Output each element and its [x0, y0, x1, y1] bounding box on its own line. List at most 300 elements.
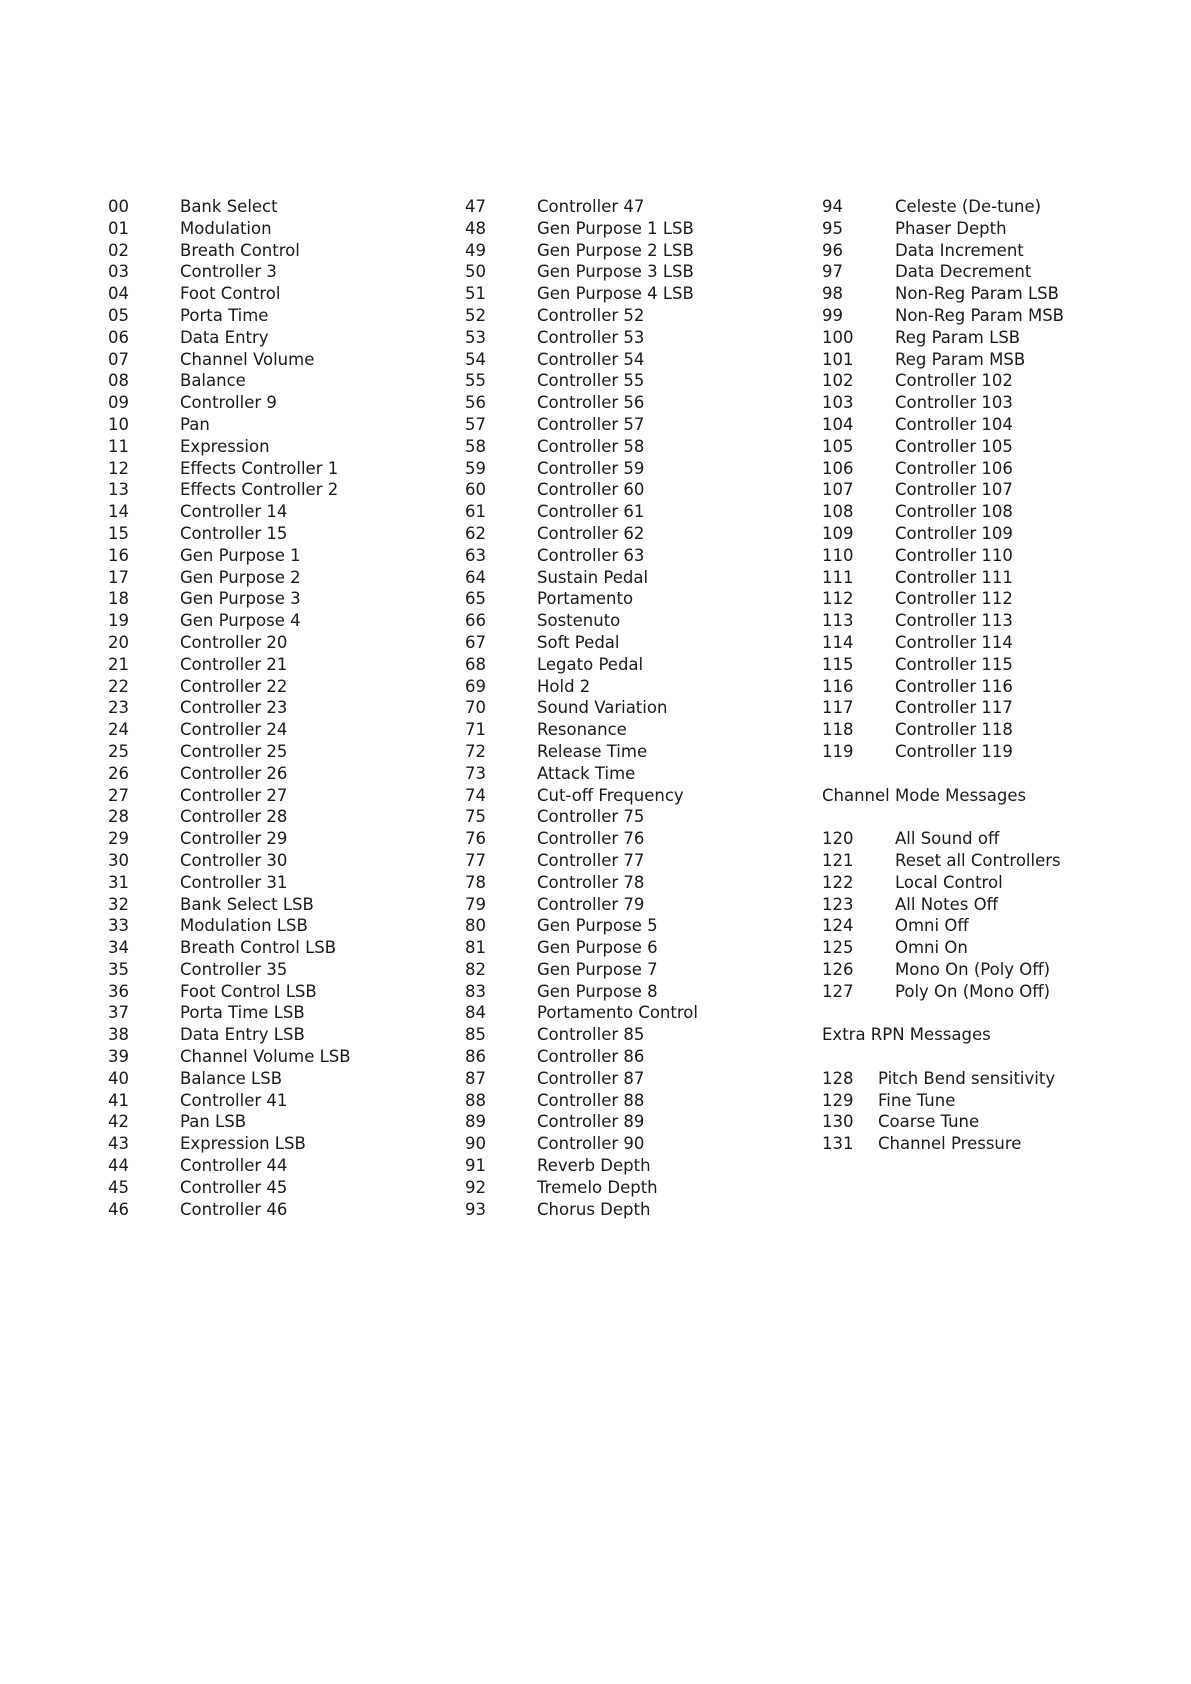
- controller-row: [465, 1155, 698, 1177]
- controller-name: Modulation: [180, 218, 272, 238]
- controller-number: 127: [822, 981, 854, 1001]
- controller-number: 09: [108, 393, 129, 413]
- controller-number: 77: [465, 850, 486, 870]
- controller-number: 03: [108, 262, 129, 282]
- controller-number: 29: [108, 829, 129, 849]
- controller-number: 31: [108, 872, 129, 892]
- controller-name: Celeste (De-tune): [895, 197, 1042, 216]
- controller-row: [108, 1068, 351, 1090]
- controller-row: [465, 218, 698, 240]
- controller-row: [822, 501, 1064, 523]
- controller-name: Local Control: [895, 872, 1003, 892]
- controller-row: [465, 196, 698, 218]
- controller-name: Controller 41: [180, 1090, 288, 1110]
- controller-name: Gen Purpose 3: [180, 589, 301, 609]
- controller-name: Controller 55: [537, 371, 645, 391]
- controller-name: Gen Purpose 6: [537, 938, 658, 958]
- controller-number: 118: [822, 720, 854, 740]
- controller-name: Controller 15: [180, 523, 288, 543]
- controller-row: [465, 828, 698, 850]
- controller-number: 91: [465, 1156, 486, 1176]
- controller-number: 81: [465, 938, 486, 958]
- controller-number: 70: [465, 698, 486, 718]
- controller-name: Controller 118: [895, 720, 1013, 740]
- controller-number: 104: [822, 414, 854, 434]
- controller-row: [465, 501, 698, 523]
- controller-row: [465, 349, 698, 371]
- controller-number: 17: [108, 567, 129, 587]
- controller-row: [465, 1046, 698, 1068]
- controller-row: [465, 392, 698, 414]
- controller-number: 32: [108, 894, 129, 914]
- controller-number: 128: [822, 1068, 854, 1088]
- controller-name: Gen Purpose 5: [537, 916, 658, 936]
- controller-row: [822, 436, 1064, 458]
- controller-number: 98: [822, 284, 843, 304]
- controller-row: [822, 828, 1064, 850]
- controller-number: 22: [108, 676, 129, 696]
- controller-name: Portamento: [537, 589, 634, 609]
- controller-name: Controller 35: [180, 959, 288, 979]
- controller-number: 122: [822, 872, 854, 892]
- controller-name: Sostenuto: [537, 611, 621, 631]
- controller-name: Controller 59: [537, 458, 645, 478]
- controller-number: 88: [465, 1090, 486, 1110]
- controller-row: [108, 261, 351, 283]
- controller-name: Fine Tune: [878, 1090, 956, 1110]
- controller-row: [465, 872, 698, 894]
- controller-name: Gen Purpose 7: [537, 959, 658, 979]
- controller-name: Controller 111: [895, 567, 1013, 587]
- controller-name: Data Increment: [895, 240, 1024, 260]
- controller-row: [822, 545, 1064, 567]
- controller-name: Controller 47: [537, 197, 645, 216]
- controller-number: 51: [465, 284, 486, 304]
- controller-name: Controller 20: [180, 632, 288, 652]
- controller-row: [822, 654, 1064, 676]
- controller-number: 84: [465, 1003, 486, 1023]
- controller-row: [822, 283, 1064, 305]
- controller-row: [465, 915, 698, 937]
- controller-row: [822, 370, 1064, 392]
- controller-number: 42: [108, 1112, 129, 1132]
- controller-number: 120: [822, 829, 854, 849]
- controller-name: Poly On (Mono Off): [895, 981, 1051, 1001]
- controller-row: [822, 458, 1064, 480]
- controller-number: 15: [108, 523, 129, 543]
- controller-number: 90: [465, 1134, 486, 1154]
- controller-number: 129: [822, 1090, 854, 1110]
- controller-number: 01: [108, 218, 129, 238]
- controller-row: [108, 501, 351, 523]
- controller-number: 86: [465, 1047, 486, 1067]
- controller-number: 80: [465, 916, 486, 936]
- controller-number: 59: [465, 458, 486, 478]
- controller-row: [108, 479, 351, 501]
- controller-number: 105: [822, 436, 854, 456]
- controller-name: Gen Purpose 2: [180, 567, 301, 587]
- controller-row: [465, 1199, 698, 1221]
- controller-number: 123: [822, 894, 854, 914]
- controller-number: 52: [465, 305, 486, 325]
- controller-number: 85: [465, 1025, 486, 1045]
- controller-number: 130: [822, 1112, 854, 1132]
- controller-name: Foot Control LSB: [180, 981, 317, 1001]
- controller-number: 87: [465, 1068, 486, 1088]
- controller-name: Cut-off Frequency: [537, 785, 684, 805]
- controller-row: [108, 697, 351, 719]
- controller-row: [465, 567, 698, 589]
- controller-row: [822, 697, 1064, 719]
- extra-rpn-list: [822, 1068, 1064, 1155]
- controller-name: Expression LSB: [180, 1134, 306, 1154]
- controller-row: [822, 261, 1064, 283]
- controller-name: Gen Purpose 1 LSB: [537, 218, 694, 238]
- controller-name: Channel Volume: [180, 349, 315, 369]
- controller-name: Controller 14: [180, 502, 288, 522]
- controller-name: Controller 27: [180, 785, 288, 805]
- controller-name: Reg Param LSB: [895, 327, 1021, 347]
- controller-name: Controller 29: [180, 829, 288, 849]
- controller-number: 05: [108, 305, 129, 325]
- controller-name: Mono On (Poly Off): [895, 959, 1051, 979]
- controller-row: [465, 240, 698, 262]
- controller-name: Chorus Depth: [537, 1199, 651, 1219]
- controller-name: Controller 102: [895, 371, 1013, 391]
- controller-name: Balance LSB: [180, 1068, 283, 1088]
- controller-number: 35: [108, 959, 129, 979]
- controller-number: 100: [822, 327, 854, 347]
- controller-row: [108, 719, 351, 741]
- controller-name: Balance: [180, 371, 246, 391]
- controller-row: [108, 436, 351, 458]
- controller-number: 37: [108, 1003, 129, 1023]
- controller-number: 21: [108, 654, 129, 674]
- controller-name: Data Entry: [180, 327, 269, 347]
- controller-number: 66: [465, 611, 486, 631]
- controller-name: Controller 112: [895, 589, 1013, 609]
- controller-row: [108, 349, 351, 371]
- controller-row: [465, 327, 698, 349]
- controller-name: Reg Param MSB: [895, 349, 1026, 369]
- controller-number: 106: [822, 458, 854, 478]
- controller-name: Foot Control: [180, 284, 281, 304]
- controller-name: Controller 26: [180, 763, 288, 783]
- controller-name: Controller 78: [537, 872, 645, 892]
- controller-number: 36: [108, 981, 129, 1001]
- controller-name: Controller 76: [537, 829, 645, 849]
- controller-number: 92: [465, 1177, 486, 1197]
- controller-number: 34: [108, 938, 129, 958]
- controller-row: [822, 414, 1064, 436]
- controller-number: 112: [822, 589, 854, 609]
- controller-name: Porta Time LSB: [180, 1003, 305, 1023]
- controller-name: Controller 103: [895, 393, 1013, 413]
- controller-row: [465, 370, 698, 392]
- controller-name: Controller 21: [180, 654, 288, 674]
- controller-name: Controller 119: [895, 741, 1013, 761]
- controller-row: [108, 196, 351, 218]
- controller-name: Gen Purpose 8: [537, 981, 658, 1001]
- controller-row: [108, 1024, 351, 1046]
- controller-name: Gen Purpose 3 LSB: [537, 262, 694, 282]
- controller-row: [822, 305, 1064, 327]
- controller-name: Controller 54: [537, 349, 645, 369]
- controller-name: Pitch Bend sensitivity: [878, 1068, 1056, 1088]
- controller-row: [108, 1090, 351, 1112]
- controller-number: 30: [108, 850, 129, 870]
- controller-number: 73: [465, 763, 486, 783]
- controller-row: [822, 850, 1064, 872]
- controller-name: Modulation LSB: [180, 916, 308, 936]
- controller-row: [108, 392, 351, 414]
- controller-number: 102: [822, 371, 854, 391]
- controller-number: 71: [465, 720, 486, 740]
- controller-name: Controller 3: [180, 262, 277, 282]
- controller-number: 116: [822, 676, 854, 696]
- controller-row: [108, 806, 351, 828]
- controller-number: 53: [465, 327, 486, 347]
- controller-name: Phaser Depth: [895, 218, 1007, 238]
- controller-number: 93: [465, 1199, 486, 1219]
- controller-number: 109: [822, 523, 854, 543]
- controller-number: 08: [108, 371, 129, 391]
- controller-number: 78: [465, 872, 486, 892]
- controller-number: 12: [108, 458, 129, 478]
- spacer: [822, 1046, 1064, 1068]
- controller-name: Controller 61: [537, 502, 645, 522]
- controller-name: Controller 113: [895, 611, 1013, 631]
- controller-number: 11: [108, 436, 129, 456]
- controller-number: 65: [465, 589, 486, 609]
- controller-row: [822, 894, 1064, 916]
- controller-name: Pan: [180, 414, 210, 434]
- controller-name: Controller 45: [180, 1177, 288, 1197]
- controller-name: Controller 53: [537, 327, 645, 347]
- controller-name: Controller 9: [180, 393, 277, 413]
- controller-number: 125: [822, 938, 854, 958]
- controller-number: 39: [108, 1047, 129, 1067]
- controller-name: Controller 115: [895, 654, 1013, 674]
- controller-name: Controller 105: [895, 436, 1013, 456]
- controller-number: 62: [465, 523, 486, 543]
- controller-name: Controller 30: [180, 850, 288, 870]
- controller-row: [108, 676, 351, 698]
- controller-number: 110: [822, 545, 854, 565]
- spacer: [822, 1002, 1064, 1024]
- controller-row: [465, 1111, 698, 1133]
- controller-row: [465, 981, 698, 1003]
- controller-name: Data Entry LSB: [180, 1025, 305, 1045]
- controller-number: 74: [465, 785, 486, 805]
- controller-row: [465, 676, 698, 698]
- controller-row: [822, 632, 1064, 654]
- controller-name: Controller 57: [537, 414, 645, 434]
- controller-row: [108, 741, 351, 763]
- controller-row: [465, 1090, 698, 1112]
- controller-name: Controller 56: [537, 393, 645, 413]
- controller-row: [465, 588, 698, 610]
- controller-number: 60: [465, 480, 486, 500]
- controller-number: 69: [465, 676, 486, 696]
- controller-row: [465, 1133, 698, 1155]
- controller-name: Reverb Depth: [537, 1156, 651, 1176]
- controller-row: [108, 370, 351, 392]
- controller-number: 56: [465, 393, 486, 413]
- controller-row: [108, 850, 351, 872]
- controller-number: 25: [108, 741, 129, 761]
- controller-number: 72: [465, 741, 486, 761]
- controller-name: Controller 114: [895, 632, 1013, 652]
- controller-name: Non-Reg Param LSB: [895, 284, 1059, 304]
- controller-number: 38: [108, 1025, 129, 1045]
- controller-number: 131: [822, 1134, 854, 1154]
- controller-number: 119: [822, 741, 854, 761]
- controller-row: [822, 523, 1064, 545]
- controller-number: 45: [108, 1177, 129, 1197]
- controller-number: 19: [108, 611, 129, 631]
- controller-name: Controller 58: [537, 436, 645, 456]
- controller-number: 97: [822, 262, 843, 282]
- controller-row: [108, 981, 351, 1003]
- controller-number: 89: [465, 1112, 486, 1132]
- controller-number: 50: [465, 262, 486, 282]
- controller-number: 115: [822, 654, 854, 674]
- controller-name: Controller 79: [537, 894, 645, 914]
- controller-number: 46: [108, 1199, 129, 1219]
- controller-name: Controller 88: [537, 1090, 645, 1110]
- controller-row: [465, 850, 698, 872]
- controller-row: [822, 959, 1064, 981]
- controller-number: 06: [108, 327, 129, 347]
- controller-row: [108, 654, 351, 676]
- controller-name: Release Time: [537, 741, 648, 761]
- controller-number: 101: [822, 349, 854, 369]
- controller-row: [465, 261, 698, 283]
- controller-row: [822, 588, 1064, 610]
- controller-name: Controller 117: [895, 698, 1013, 718]
- controller-row: [465, 283, 698, 305]
- controller-row: [108, 763, 351, 785]
- controller-number: 18: [108, 589, 129, 609]
- controller-name: Controller 85: [537, 1025, 645, 1045]
- controller-number: 13: [108, 480, 129, 500]
- controller-name: Controller 108: [895, 502, 1013, 522]
- controller-row: [108, 894, 351, 916]
- controller-name: Sustain Pedal: [537, 567, 649, 587]
- controller-row: [108, 458, 351, 480]
- controller-number: 67: [465, 632, 486, 652]
- controller-name: Controller 28: [180, 807, 288, 827]
- controller-number: 07: [108, 349, 129, 369]
- controller-row: [465, 806, 698, 828]
- controller-row: [465, 1024, 698, 1046]
- controller-name: Expression: [180, 436, 270, 456]
- controller-number: 95: [822, 218, 843, 238]
- controller-column-3: [822, 196, 1064, 1155]
- controller-name: Data Decrement: [895, 262, 1032, 282]
- controller-number: 14: [108, 502, 129, 522]
- controller-row: [108, 1199, 351, 1221]
- controller-name: Reset all Controllers: [895, 850, 1061, 870]
- controller-name: Controller 44: [180, 1156, 288, 1176]
- controller-number: 96: [822, 240, 843, 260]
- controller-number: 16: [108, 545, 129, 565]
- controller-row: [822, 479, 1064, 501]
- controller-row: [822, 392, 1064, 414]
- controller-name: Bank Select: [180, 197, 278, 216]
- controller-name: Controller 87: [537, 1068, 645, 1088]
- controller-row: [108, 915, 351, 937]
- controller-name: Controller 90: [537, 1134, 645, 1154]
- controller-name: All Sound off: [895, 829, 1000, 849]
- controller-row: [108, 610, 351, 632]
- controller-row: [108, 1002, 351, 1024]
- controller-name: Controller 24: [180, 720, 288, 740]
- controller-row: [822, 327, 1064, 349]
- controller-name: Controller 109: [895, 523, 1013, 543]
- controller-name: Controller 46: [180, 1199, 288, 1219]
- controller-name: Omni On: [895, 938, 968, 958]
- controller-number: 68: [465, 654, 486, 674]
- controller-row: [108, 959, 351, 981]
- controller-row: [465, 545, 698, 567]
- controller-row: [822, 1133, 1064, 1155]
- controller-name: Controller 63: [537, 545, 645, 565]
- controller-number: 58: [465, 436, 486, 456]
- controller-row: [108, 1046, 351, 1068]
- controller-row: [822, 240, 1064, 262]
- controller-number: 24: [108, 720, 129, 740]
- controller-row: [108, 1155, 351, 1177]
- controller-name: Gen Purpose 4: [180, 611, 301, 631]
- controller-number: 27: [108, 785, 129, 805]
- controller-number: 113: [822, 611, 854, 631]
- controller-row: [465, 741, 698, 763]
- controller-row: [822, 741, 1064, 763]
- controller-row: [108, 872, 351, 894]
- controller-number: 63: [465, 545, 486, 565]
- controller-name: Channel Volume LSB: [180, 1047, 351, 1067]
- controller-number: 00: [108, 197, 129, 216]
- controller-name: Controller 60: [537, 480, 645, 500]
- controller-row: [108, 588, 351, 610]
- controller-name: Controller 22: [180, 676, 288, 696]
- controller-row: [822, 937, 1064, 959]
- controller-name: Controller 86: [537, 1047, 645, 1067]
- controller-row: [822, 676, 1064, 698]
- controller-row: [465, 436, 698, 458]
- controller-name: Gen Purpose 2 LSB: [537, 240, 694, 260]
- controller-number: 121: [822, 850, 854, 870]
- spacer: [822, 763, 1064, 785]
- controller-row: [465, 1068, 698, 1090]
- controller-number: 57: [465, 414, 486, 434]
- controller-number: 99: [822, 305, 843, 325]
- controller-number: 75: [465, 807, 486, 827]
- controller-row: [108, 785, 351, 807]
- controller-name: Omni Off: [895, 916, 969, 936]
- controller-row: [822, 872, 1064, 894]
- controller-number: 126: [822, 959, 854, 979]
- controller-name: All Notes Off: [895, 894, 998, 914]
- controller-name: Porta Time: [180, 305, 269, 325]
- controller-name: Controller 116: [895, 676, 1013, 696]
- controller-name: Controller 104: [895, 414, 1013, 434]
- controller-number: 04: [108, 284, 129, 304]
- controller-row: [465, 654, 698, 676]
- controller-number: 33: [108, 916, 129, 936]
